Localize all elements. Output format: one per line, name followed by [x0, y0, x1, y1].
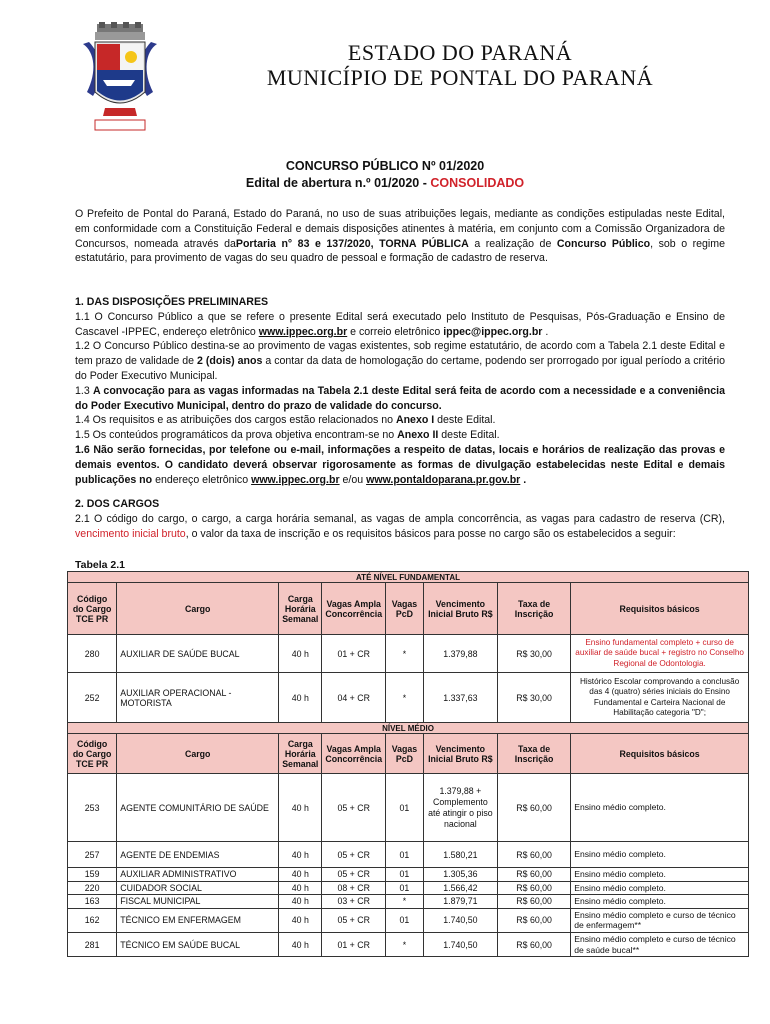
table-row: 281 TÉCNICO EM SAÚDE BUCAL 40 h 01 + CR * 1.740,50 R$ 60,00 Ensino médio completo e curso de técnico de saúde bucal**: [68, 932, 749, 956]
table-row: 159 AUXILIAR ADMINISTRATIVO 40 h 05 + CR 01 1.305,36 R$ 60,00 Ensino médio completo.: [68, 868, 749, 882]
ippec-link-2[interactable]: www.ippec.org.br: [251, 473, 340, 486]
edital-status: CONSOLIDADO: [430, 176, 525, 190]
table-row: 253 AGENTE COMUNITÁRIO DE SAÚDE 40 h 05 + CR 01 1.379,88 + Complemento até atingir o piso nacional R$ 60,00 Ensino médio completo.: [68, 774, 749, 842]
ippec-link[interactable]: www.ippec.org.br: [258, 325, 348, 338]
concurso-heading: [0, 158, 770, 192]
item-1-1: 1.1 O Concurso Público a que se refere o presente Edital será executado pelo Instituto de Pesquisas, Pós-Graduação e Ensino de Cascavel -IPPEC, endereço eletrônico www.ippec.org.br e correio eletrônico ippec@ippec.org.br .: [75, 310, 725, 338]
item-1-3: 1.3 A convocação para as vagas informadas na Tabela 2.1 deste Edital será feita de acordo com a necessidade e a conveniência do Poder Executivo Municipal, dentro do prazo de validade do concurso.: [75, 384, 725, 412]
band-medio: NÍVEL MÉDIO: [68, 723, 749, 734]
cargos-table: [67, 571, 749, 957]
edital-title: Edital de abertura n.º 01/2020 - CONSOLIDADO: [245, 176, 525, 190]
section-cargos: [75, 497, 725, 541]
table-row: 257 AGENTE DE ENDEMIAS 40 h 05 + CR 01 1.580,21 R$ 60,00 Ensino médio completo.: [68, 842, 749, 868]
state-name: ESTADO DO PARANÁ: [347, 40, 573, 65]
table-row: 162 TÉCNICO EM ENFERMAGEM 40 h 05 + CR 01 1.740,50 R$ 60,00 Ensino médio completo e curso de técnico de enfermagem**: [68, 908, 749, 932]
table-label: Tabela 2.1: [75, 559, 125, 571]
section2-title: 2. DOS CARGOS: [75, 498, 160, 510]
item-2-1: 2.1 O código do cargo, o cargo, a carga horária semanal, as vagas de ampla concorrência, as vagas para cadastro de reserva (CR), vencimento inicial bruto, o valor da taxa de inscrição e os requisitos básicos para posse no cargo são os estabelecidos a seguir:: [75, 512, 725, 540]
table-header-row: Código do Cargo TCE PR Cargo Carga Horária Semanal Vagas Ampla Concorrência Vagas PcD Vencimento Inicial Bruto R$ Taxa de Inscrição Requisitos básicos: [68, 583, 749, 635]
table-row: 163 FISCAL MUNICIPAL 40 h 03 + CR * 1.879,71 R$ 60,00 Ensino médio completo.: [68, 895, 749, 909]
ippec-email[interactable]: ippec@ippec.org.br: [443, 325, 543, 338]
pontal-link[interactable]: www.pontaldoparana.pr.gov.br: [366, 473, 521, 486]
item-1-4: 1.4 Os requisitos e as atribuições dos cargos estão relacionados no Anexo I deste Edital.: [75, 414, 496, 427]
municipality-name: MUNICÍPIO DE PONTAL DO PARANÁ: [266, 65, 654, 90]
item-1-2: 1.2 O Concurso Público destina-se ao provimento de vagas existentes, sob regime estatutário, de acordo com a Tabela 2.1 deste Edital e tem prazo de validade de 2 (dois) anos a contar da data de homologação do certame, podendo ser prorrogado por igual período a critério do Poder Executivo Municipal.: [75, 340, 725, 382]
item-1-5: 1.5 Os conteúdos programáticos da prova objetiva encontram-se no Anexo II deste Edital.: [75, 429, 500, 442]
item-1-6: 1.6 Não serão fornecidas, por telefone ou e-mail, informações a respeito de datas, locais e horários de realização das provas e demais eventos. O candidato deverá observar rigorosamente as formas de divulgação estabelecidas neste Edital e demais publicações no endereço eletrônico www.ippec.org.br e/ou www.pontaldoparana.pr.gov.br .: [75, 443, 725, 486]
header-title: [180, 40, 740, 90]
band-fundamental: ATÉ NÍVEL FUNDAMENTAL: [68, 572, 749, 583]
section1-title: 1. DAS DISPOSIÇÕES PRELIMINARES: [75, 296, 269, 308]
intro-paragraph: O Prefeito de Pontal do Paraná, Estado do Paraná, no uso de suas atribuições legais, mediante as condições estipuladas neste Edital, em conformidade com a Constituição Federal e demais disposições atinentes à matéria, em conjunto com a Comissão Organizadora de Concursos, nomeada através daPortaria n° 83 e 137/2020, TORNA PÚBLICA a realização de Concurso Público, sob o regime estatutário, para provimento de vagas do seu quadro de pessoal e formação de cadastro de reserva.: [75, 208, 725, 265]
table-header-row: Código do Cargo TCE PR Cargo Carga Horária Semanal Vagas Ampla Concorrência Vagas PcD Vencimento Inicial Bruto R$ Taxa de Inscrição Requisitos básicos: [68, 734, 749, 774]
table-row: 252 AUXILIAR OPERACIONAL - MOTORISTA 40 h 04 + CR * 1.337,63 R$ 30,00 Histórico Escolar comprovando a conclusão das 4 (quatro) séries iniciais do Ensino Fundamental e Carteira Nacional de Habilitação categoria "D";: [68, 673, 749, 723]
table-row: 280 AUXILIAR DE SAÚDE BUCAL 40 h 01 + CR * 1.379,88 R$ 30,00 Ensino fundamental completo + curso de auxiliar de saúde bucal + registro no Conselho Regional de Odontologia.: [68, 635, 749, 673]
coat-of-arms-icon: [75, 22, 165, 134]
section-preliminares: [75, 295, 725, 487]
table-row: 220 CUIDADOR SOCIAL 40 h 08 + CR 01 1.566,42 R$ 60,00 Ensino médio completo.: [68, 881, 749, 895]
concurso-title: CONCURSO PÚBLICO Nº 01/2020: [285, 159, 485, 173]
